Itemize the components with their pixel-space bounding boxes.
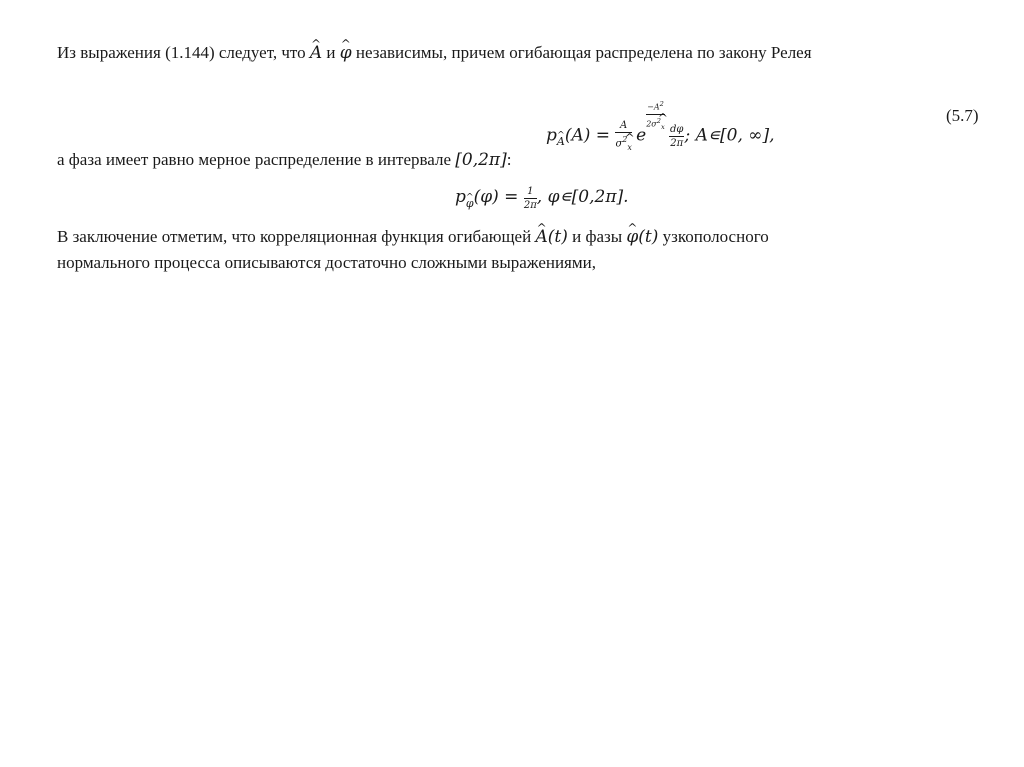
eq1-exp-minus: − <box>647 102 654 112</box>
eq1-exponential-base: e <box>636 125 647 146</box>
conclusion-text-end: узкополосного <box>658 227 769 246</box>
equation-number: (5.7) <box>946 106 979 125</box>
eq1-frac1-den-sub: $_x$ ^ <box>627 141 632 154</box>
conjunction-text: и <box>322 43 340 62</box>
eq1-argument: (A) <box>564 125 591 146</box>
envelope-variable: A ^ <box>535 226 547 248</box>
eq1-exp-den-sub: $_x$ ^ <box>661 121 665 134</box>
conclusion-text-start: В заключение отметим, что корреляционная функция огибающей <box>57 227 536 246</box>
eq1-p-subscript: $_A$ ^ <box>557 122 565 162</box>
eq1-exp-den-sup: 2 <box>656 116 662 125</box>
eq2-frac-denominator: 2π <box>523 199 537 211</box>
eq1-frac1-denominator: σ <box>615 138 623 150</box>
phase-variable: φ ^ <box>626 226 638 248</box>
paragraph-phase-text: а фаза имеет равно мерное распределение в интервале <box>57 150 456 169</box>
eq1-frac2-numerator: dφ <box>670 123 684 135</box>
eq1-exp-numerator: A <box>653 102 660 112</box>
eq1-equals: = <box>590 125 616 146</box>
paragraph-intro <box>57 42 812 64</box>
eq2-domain: , φ∊[0,2π]. <box>536 187 629 207</box>
eq2-fraction <box>524 185 537 212</box>
envelope-argument: (t) <box>547 227 568 247</box>
amplitude-hat-variable: A ^ <box>310 42 322 64</box>
eq1-fraction-amplitude <box>615 119 631 153</box>
eq1-frac1-numerator: A <box>615 119 631 133</box>
eq1-domain: ; A∊[0, ∞], <box>684 125 775 146</box>
eq2-frac-numerator: 1 <box>524 185 537 199</box>
phase-argument: (t) <box>638 227 659 247</box>
eq1-frac2-denominator: 2π <box>670 137 684 149</box>
eq1-fraction-phase <box>669 123 684 150</box>
eq1-p: p <box>546 125 557 146</box>
eq2-p-subscript: $_\varphi$ ^ <box>466 184 474 224</box>
phase-interval: [0,2π] <box>455 150 507 170</box>
eq2-p: p <box>455 187 466 207</box>
paragraph-conclusion-line2: нормального процесса описываются достаточно сложными выражениями, <box>57 253 596 272</box>
eq2-equals: = <box>498 187 524 207</box>
equation-uniform <box>455 177 629 217</box>
eq1-exp-num-sup: 2 <box>659 100 664 108</box>
paragraph-intro-text-end: независимы, причем огибающая распределена по закону Релея <box>351 43 812 62</box>
conclusion-text-mid: и фазы <box>567 227 627 246</box>
eq1-frac1-den-sup: 2 <box>622 135 628 145</box>
eq1-exp-denominator: 2σ <box>646 119 657 129</box>
paragraph-phase <box>57 149 511 171</box>
paragraph-conclusion-line1 <box>57 226 769 248</box>
paragraph-intro-text-start: Из выражения (1.144) следует, что <box>57 43 310 62</box>
phase-hat-variable: φ ^ <box>340 42 352 64</box>
eq1-exponent <box>646 98 665 134</box>
eq2-argument: (φ) <box>473 187 499 207</box>
paragraph-phase-colon: : <box>506 150 512 169</box>
